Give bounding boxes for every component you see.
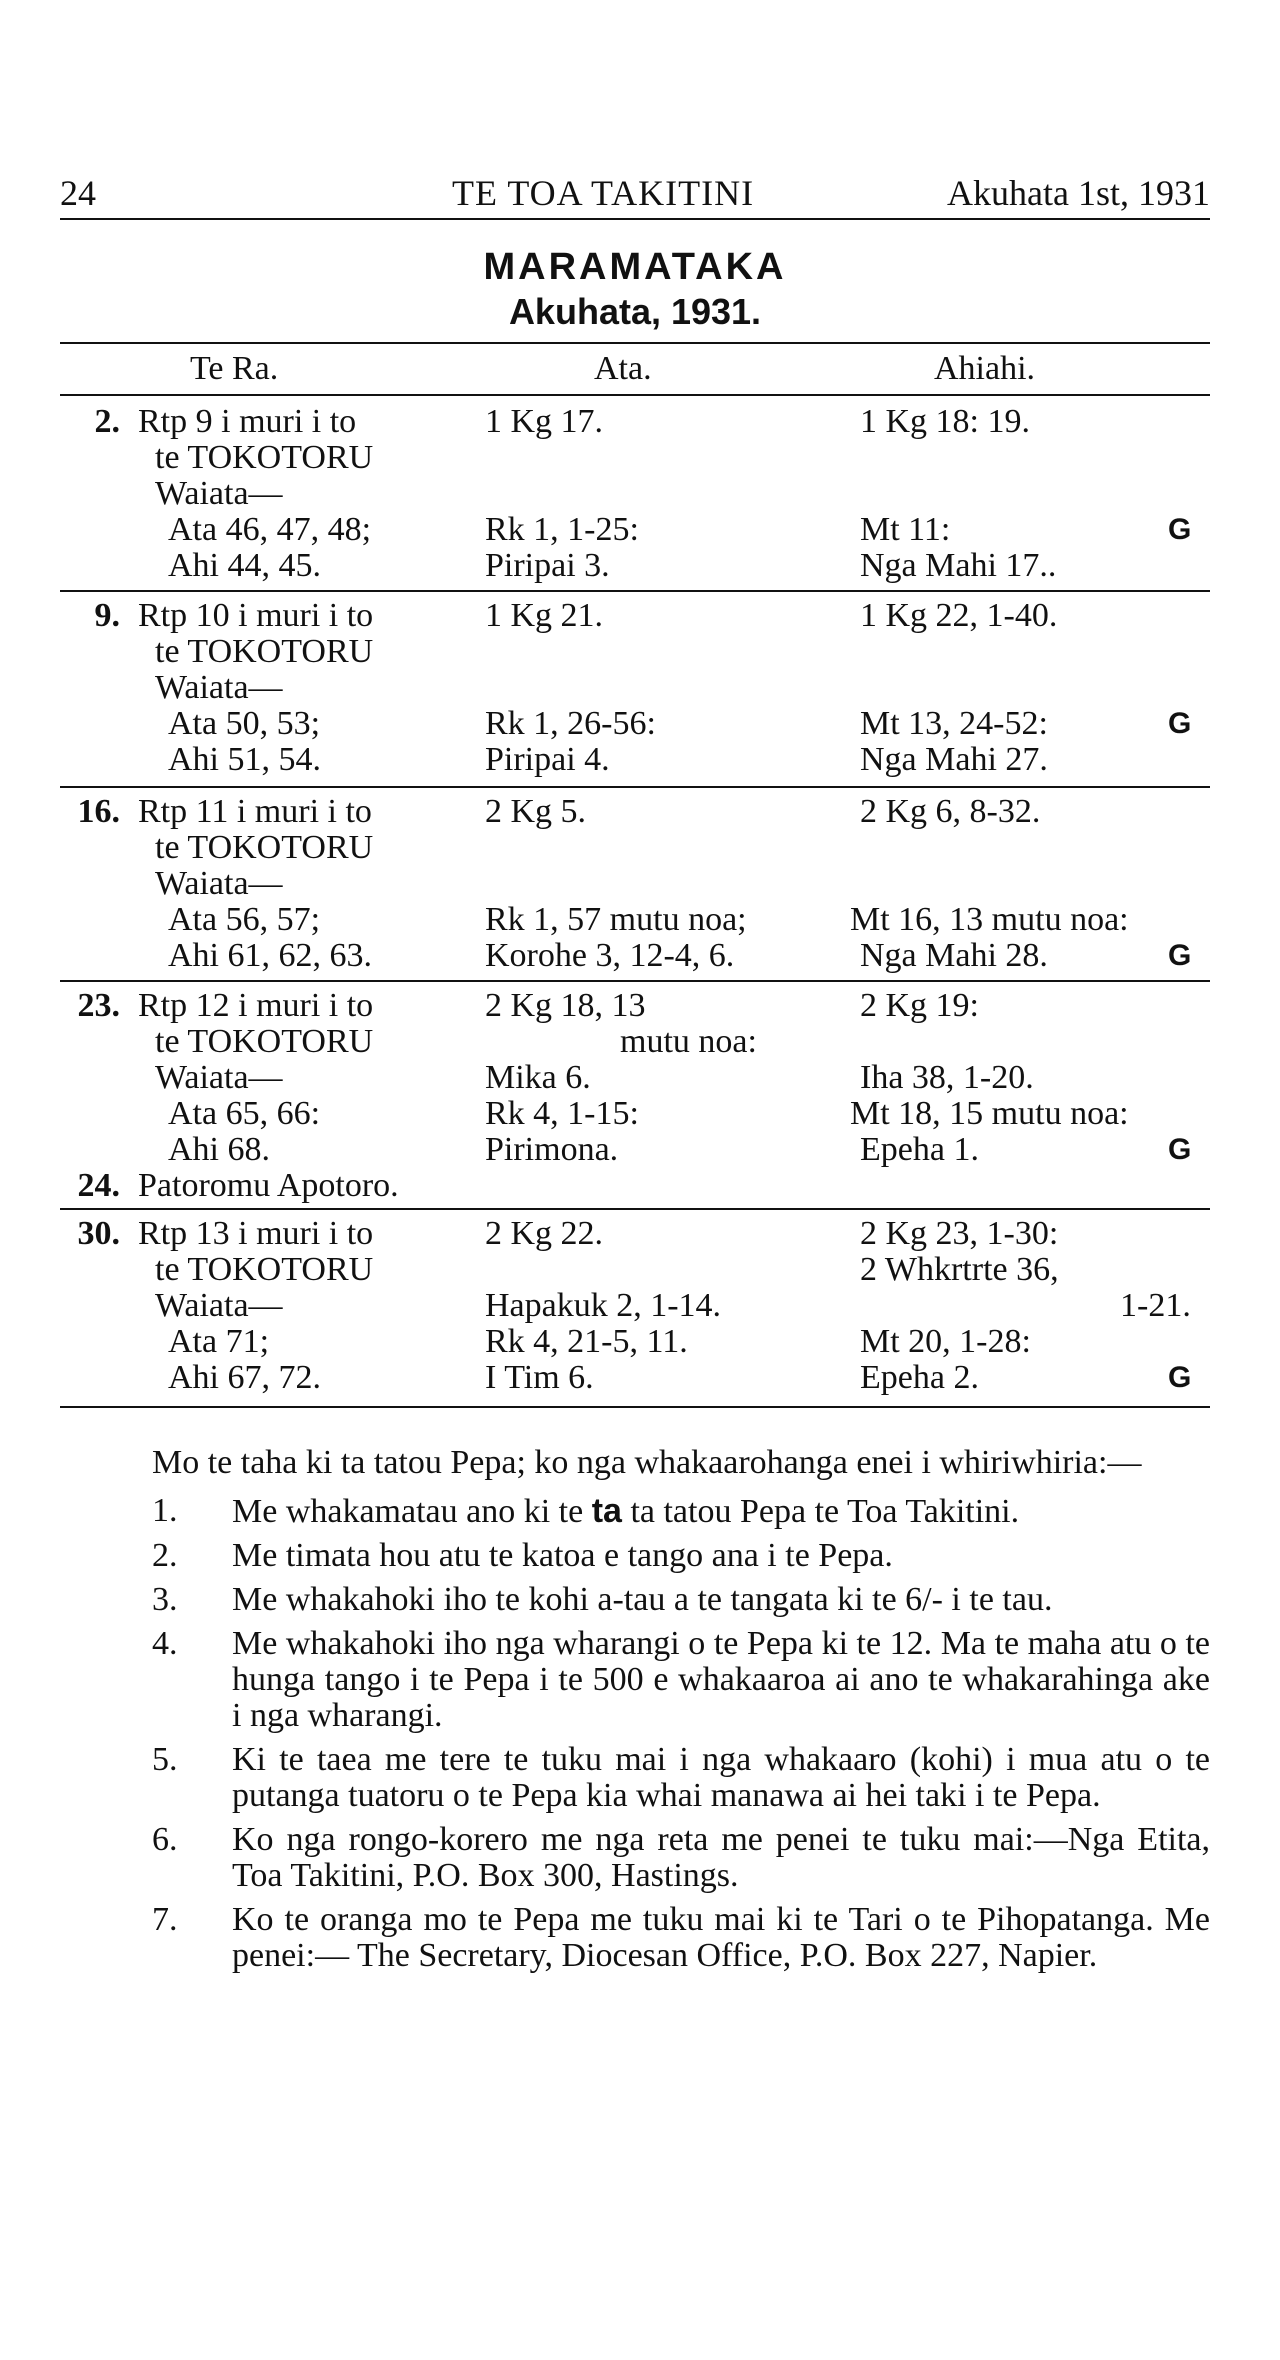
row-ahiahi-line: Nga Mahi 17.. [860,547,1057,584]
row-ahiahi-line: 2 Kg 19: [860,987,979,1024]
page-header [60,172,1210,218]
row-tera-line: Ahi 68. [168,1131,270,1168]
note-text: Ko te oranga mo te Pepa me tuku mai ki te Tari o te Pihopatanga. Me penei:— The Secretary, Diocesan Office, P.O. Box 227, Napier. [232,1901,1210,1974]
note-text: Me whakahoki iho te kohi a-tau a te tangata ki te 6/- i te tau. [232,1581,1053,1618]
row-ahiahi-line: Nga Mahi 28. [860,937,1048,974]
row-tera-line: Ata 50, 53; [168,705,321,742]
row-ahiahi-line: Mt 11: [860,511,951,548]
row-tera-line: Ahi 44, 45. [168,547,321,584]
note-item [60,1626,1210,1734]
row-ata-line: Pirimona. [485,1131,619,1168]
row-ata-line: Korohe 3, 12-4, 6. [485,937,735,974]
page-number: 24 [60,173,96,213]
note-number: 5. [152,1741,178,1778]
row-tera-line: Rtp 11 i muri i to [138,793,372,830]
row-tera-line: Ata 46, 47, 48; [168,511,372,548]
row-day: 23. [77,987,120,1024]
row-ahiahi-line: Mt 13, 24-52: [860,705,1048,742]
row-tera-line: Ahi 51, 54. [168,741,321,778]
calendar-subtitle: Akuhata, 1931. [508,291,762,332]
note-item [60,1582,1210,1618]
row-ata-line: Piripai 3. [485,547,610,584]
row-day: 2. [94,403,120,440]
row-ahiahi-line: 2 Kg 23, 1-30: [860,1215,1059,1252]
calendar-title: MARAMATAKA [483,246,787,288]
row-tera-line: te TOKOTORU [155,1251,374,1288]
note-number: 3. [152,1581,178,1618]
row-ata-line: 2 Kg 5. [485,793,587,830]
table-bottom-rule [60,1406,1210,1408]
note-number: 2. [152,1537,178,1574]
row-tera-line: te TOKOTORU [155,439,374,476]
row-tera-line: Ata 71; [168,1323,270,1360]
row-day: 30. [77,1215,120,1252]
row-tera-line: Waiata— [155,669,283,706]
column-header-te-ra: Te Ra. [190,350,279,387]
issue-date: Akuhata 1st, 1931 [947,173,1210,213]
row-rule [60,980,1210,982]
row-tera-line: Rtp 12 i muri i to [138,987,374,1024]
row-ata-line: Piripai 4. [485,741,610,778]
row-tera-line: Rtp 13 i muri i to [138,1215,374,1252]
row-tera-line: te TOKOTORU [155,1023,374,1060]
row-ata-line: Rk 4, 21-5, 11. [485,1323,688,1360]
row-ahiahi-line: 1 Kg 22, 1-40. [860,597,1058,634]
row-tera-line: Ahi 61, 62, 63. [168,937,372,974]
row-ata-line: Rk 1, 1-25: [485,511,639,548]
note-text: ta tatou Pepa te Toa Takitini. [621,1493,1020,1530]
note-text: Ko nga rongo-korero me nga reta me penei te tuku mai:—Nga Etita, Toa Takitini, P.O. Box 300, Hastings. [232,1821,1210,1894]
row-ata-line: Mika 6. [485,1059,591,1096]
row-ata-line: 2 Kg 18, 13 [485,987,646,1024]
note-item [60,1538,1210,1574]
note-number: 1. [152,1492,178,1529]
row-extra-day: 24. [77,1167,120,1204]
row-ahiahi-line: Mt 16, 13 mutu noa: [850,901,1129,938]
row-ata-line: I Tim 6. [485,1359,594,1396]
row-ata-line: mutu noa: [620,1023,757,1060]
row-rule [60,590,1210,592]
row-ahiahi-line: Epeha 2. [860,1359,979,1396]
row-tera-line: te TOKOTORU [155,633,374,670]
row-ata-line: 2 Kg 22. [485,1215,604,1252]
row-tera-line: Waiata— [155,1287,283,1324]
row-tera-line: Rtp 10 i muri i to [138,597,374,634]
row-tera-line: Waiata— [155,1059,283,1096]
row-ahiahi-line: Mt 18, 15 mutu noa: [850,1095,1129,1132]
row-ata-line: 1 Kg 17. [485,403,604,440]
note-item [60,1822,1210,1894]
row-ata-line: Rk 4, 1-15: [485,1095,639,1132]
note-number: 4. [152,1625,178,1662]
row-tera-line: Rtp 9 i muri i to [138,403,357,440]
table-top-rule [60,342,1210,344]
row-day: 16. [77,793,120,830]
row-tera-line: te TOKOTORU [155,829,374,866]
g-mark: G [1168,939,1192,972]
note-text: Ki te taea me tere te tuku mai i nga whakaaro (kohi) i mua atu o te putanga tuatoru o te Pepa kia whai manawa ai hei taki i te Pepa. [232,1741,1210,1814]
note-text: Me whakamatau ano ki te [232,1493,592,1530]
note-item [60,1742,1210,1814]
row-tera-line: Waiata— [155,475,283,512]
publication-title: TE TOA TAKITINI [452,173,755,213]
note-item [60,1493,1210,1530]
column-headers [60,350,1210,394]
notes-intro: Mo te taha ki ta tatou Pepa; ko nga whakaarohanga enei i whiriwhiria:— [152,1444,1142,1481]
g-mark: G [1168,1133,1192,1166]
g-mark: G [1168,513,1192,546]
row-ata-line: Rk 1, 26-56: [485,705,656,742]
page [60,0,1210,2360]
row-ahiahi-line: 2 Whkrtrte 36, [860,1251,1059,1288]
note-number: 7. [152,1901,178,1938]
header-rule [60,218,1210,220]
row-ahiahi-line: 1-21. [1120,1287,1191,1324]
header-bottom-rule [60,394,1210,396]
note-text: Me timata hou atu te katoa e tango ana i te Pepa. [232,1537,893,1574]
note-item [60,1902,1210,1974]
row-day: 9. [94,597,120,634]
note-text: Me whakahoki iho nga wharangi o te Pepa ki te 12. Ma te maha atu o te hunga tango i te Pepa i te 500 e whakaaroa ai ano te whakarahinga ake i nga wharangi. [232,1625,1210,1734]
calendar-heading [60,244,1210,334]
note-bold-text: ta [591,1492,622,1530]
row-tera-line: Ata 65, 66: [168,1095,321,1132]
row-ata-line: 1 Kg 21. [485,597,604,634]
row-ata-line: Rk 1, 57 mutu noa; [485,901,747,938]
g-mark: G [1168,1361,1192,1394]
row-tera-line: Ahi 67, 72. [168,1359,321,1396]
row-ahiahi-line: Epeha 1. [860,1131,979,1168]
note-number: 6. [152,1821,178,1858]
column-header-ahiahi: Ahiahi. [934,350,1036,387]
row-tera-line: Waiata— [155,865,283,902]
row-ahiahi-line: Iha 38, 1-20. [860,1059,1034,1096]
g-mark: G [1168,707,1192,740]
row-rule [60,1208,1210,1210]
row-ahiahi-line: 1 Kg 18: 19. [860,403,1030,440]
row-tera-line: Ata 56, 57; [168,901,321,938]
notes-section [60,1445,1210,1982]
row-ahiahi-line: Nga Mahi 27. [860,741,1048,778]
row-extra-text: Patoromu Apotoro. [138,1167,399,1204]
column-header-ata: Ata. [594,350,652,387]
row-ahiahi-line: Mt 20, 1-28: [860,1323,1031,1360]
row-rule [60,786,1210,788]
row-ahiahi-line: 2 Kg 6, 8-32. [860,793,1041,830]
row-ata-line: Hapakuk 2, 1-14. [485,1287,722,1324]
